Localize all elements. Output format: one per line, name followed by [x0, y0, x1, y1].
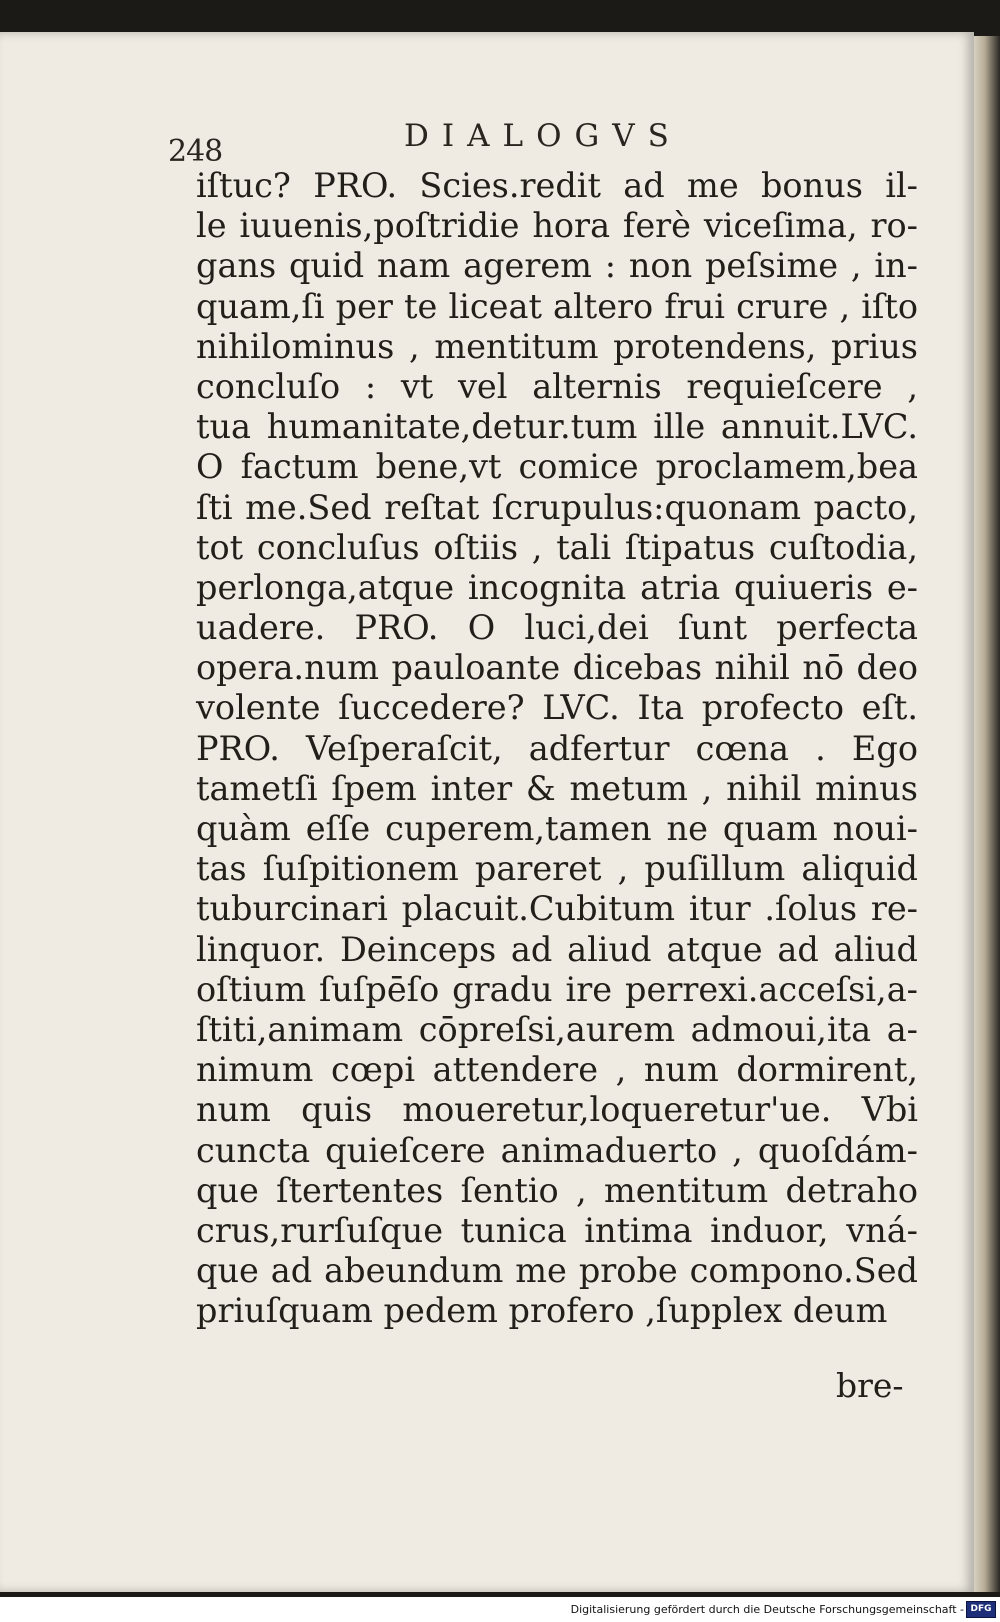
- text-line: nihilominus , mentitum protendens, prius: [196, 326, 918, 366]
- text-line: crus,rurſuſque tunica intima induor, vná-: [196, 1210, 918, 1250]
- text-line: tas ſuſpitionem pareret , puſillum aliquid: [196, 849, 918, 889]
- text-line: priuſquam pedem profero ,ſupplex deum: [196, 1291, 888, 1331]
- page-edge: [974, 36, 1000, 1592]
- digitization-credit: Digitalisierung gefördert durch die Deutsche Forschungsgemeinschaft -: [570, 1603, 964, 1616]
- text-line: gans quid nam agerem : non peſsime , in-: [196, 246, 918, 286]
- text-line: linquor. Deinceps ad aliud atque ad aliud: [196, 929, 918, 969]
- footer-bar: [0, 1597, 1000, 1622]
- text-line: tot concluſus oſtiis , tali ſtipatus cuſtodia,: [196, 527, 918, 567]
- running-title: DIALOGVS: [404, 118, 682, 154]
- text-line: tuburcinari placuit.Cubitum itur .ſolus re-: [196, 889, 918, 929]
- text-line: uadere. PRO. O luci,dei ſunt perfecta: [196, 608, 918, 648]
- text-line: tua humanitate,detur.tum ille annuit.LVC.: [196, 407, 918, 447]
- text-line: quam,ſi per te liceat altero frui crure , iſto: [196, 286, 918, 326]
- text-line: le iuuenis,poſtridie hora ferè viceſima, ro-: [196, 206, 918, 246]
- text-line: num quis moueretur,loqueretur'ue. Vbi: [196, 1090, 918, 1130]
- text-line: que ad abeundum me probe compono.Sed: [196, 1251, 918, 1291]
- text-line: ſtiti,animam cōpreſsi,aurem admoui,ita a-: [196, 1009, 918, 1049]
- text-line: concluſo : vt vel alternis requieſcere ,: [196, 366, 918, 406]
- body-text: [196, 166, 918, 1331]
- text-line: oſtium ſuſpēſo gradu ire perrexi.acceſsi,a-: [196, 969, 918, 1009]
- catchword: bre-: [836, 1366, 904, 1405]
- text-line: O factum bene,vt comice proclamem,bea: [196, 447, 918, 487]
- text-line: perlonga,atque incognita atria quiueris e-: [196, 567, 918, 607]
- page-number: 248: [168, 134, 223, 169]
- text-line: opera.num pauloante dicebas nihil nō deo: [196, 648, 918, 688]
- text-line: ſti me.Sed reſtat ſcrupulus:quonam pacto,: [196, 487, 918, 527]
- text-line: nimum cœpi attendere , num dormirent,: [196, 1050, 918, 1090]
- text-line: que ſtertentes ſentio , mentitum detraho: [196, 1170, 918, 1210]
- text-line: volente ſuccedere? LVC. Ita profecto eſt.: [196, 688, 918, 728]
- text-line: tametſi ſpem inter & metum , nihil minus: [196, 768, 918, 808]
- text-line: PRO. Veſperaſcit, adfertur cœna . Ego: [196, 728, 918, 768]
- page-header: [168, 118, 948, 169]
- dfg-logo-icon: DFG: [966, 1601, 996, 1618]
- text-line: quàm eſſe cuperem,tamen ne quam noui-: [196, 809, 918, 848]
- text-line: cuncta quieſcere animaduerto , quoſdám-: [196, 1130, 918, 1170]
- text-line: iſtuc? PRO. Scies.redit ad me bonus il-: [196, 166, 918, 205]
